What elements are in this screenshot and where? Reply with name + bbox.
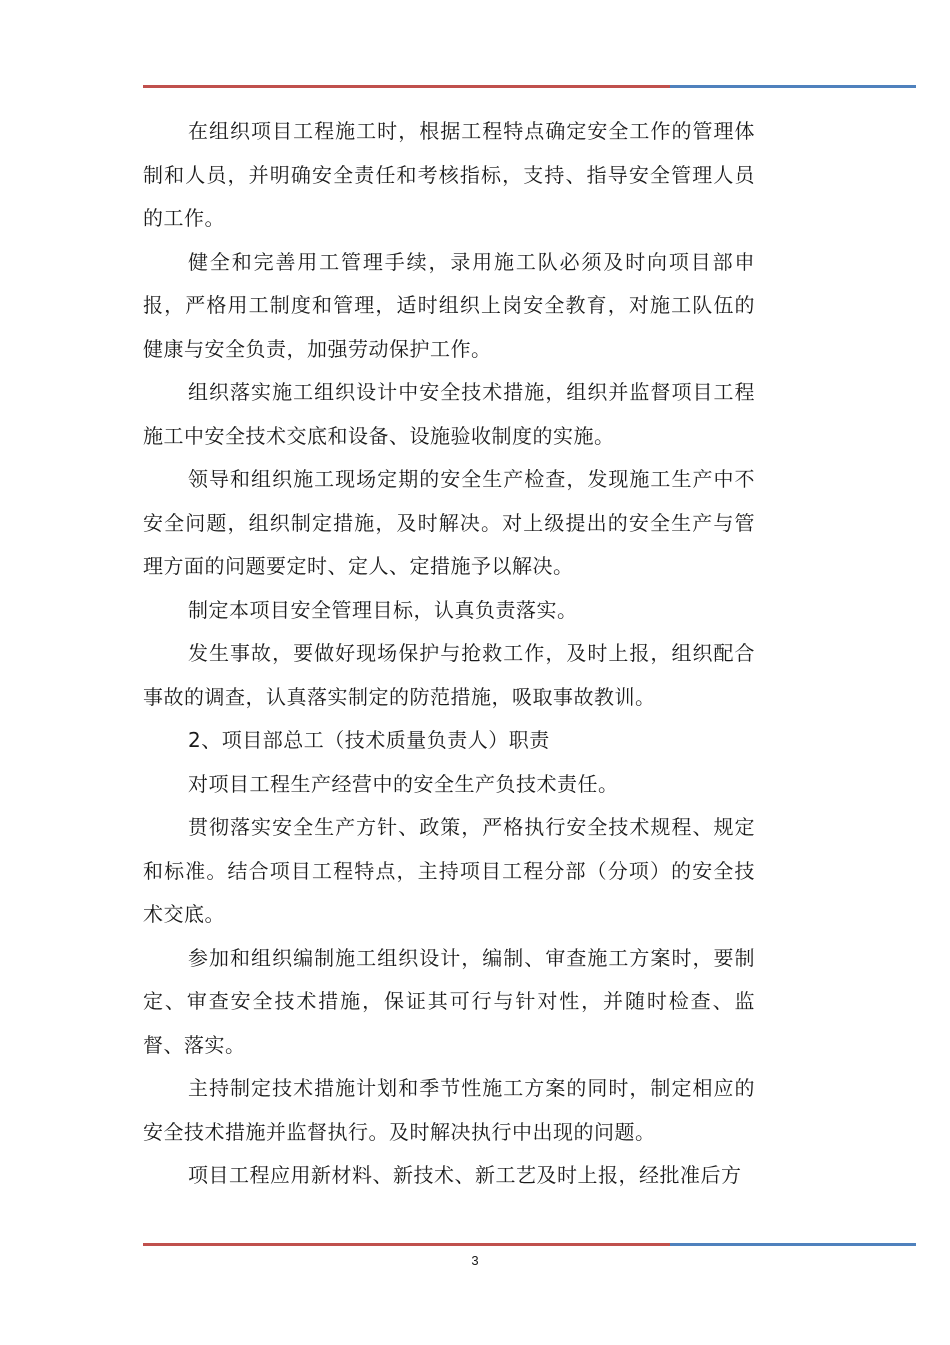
header-rule-blue-segment xyxy=(670,85,916,88)
paragraph: 主持制定技术措施计划和季节性施工方案的同时，制定相应的安全技术措施并监督执行。及时解决执行中出现的问题。 xyxy=(143,1076,755,1144)
paragraph: 制定本项目安全管理目标，认真负责落实。 xyxy=(188,597,578,622)
page-number: 3 xyxy=(471,1253,479,1268)
paragraph: 对项目工程生产经营中的安全生产负技术责任。 xyxy=(188,771,619,796)
paragraph: 项目工程应用新材料、新技术、新工艺及时上报，经批准后方 xyxy=(188,1163,742,1187)
paragraph: 组织落实施工组织设计中安全技术措施，组织并监督项目工程施工中安全技术交底和设备、设施验收制度的实施。 xyxy=(143,380,755,448)
paragraph: 贯彻落实安全生产方针、政策，严格执行安全技术规程、规定和标准。结合项目工程特点，主持项目工程分部（分项）的安全技术交底。 xyxy=(143,815,755,926)
footer-rule-red-segment xyxy=(143,1243,670,1246)
header-rule xyxy=(143,85,916,88)
paragraph: 健全和完善用工管理手续，录用施工队必须及时向项目部申报，严格用工制度和管理，适时组织上岗安全教育，对施工队伍的健康与安全负责，加强劳动保护工作。 xyxy=(143,249,755,361)
paragraph: 在组织项目工程施工时，根据工程特点确定安全工作的管理体制和人员，并明确安全责任和考核指标，支持、指导安全管理人员的工作。 xyxy=(143,119,755,230)
header-rule-red-segment xyxy=(143,85,670,88)
footer-rule xyxy=(143,1243,916,1246)
paragraph: 领导和组织施工现场定期的安全生产检查，发现施工生产中不安全问题，组织制定措施，及时解决。对上级提出的安全生产与管理方面的问题要定时、定人、定措施予以解决。 xyxy=(143,467,755,578)
footer-rule-blue-segment xyxy=(670,1243,916,1246)
document-body xyxy=(143,110,755,1198)
paragraph: 参加和组织编制施工组织设计，编制、审查施工方案时，要制定、审查安全技术措施，保证其可行与针对性，并随时检查、监督、落实。 xyxy=(143,945,755,1057)
paragraph: 发生事故，要做好现场保护与抢救工作，及时上报，组织配合事故的调查，认真落实制定的防范措施，吸取事故教训。 xyxy=(143,641,755,709)
section-heading: 2、项目部总工（技术质量负责人）职责 xyxy=(188,728,550,752)
